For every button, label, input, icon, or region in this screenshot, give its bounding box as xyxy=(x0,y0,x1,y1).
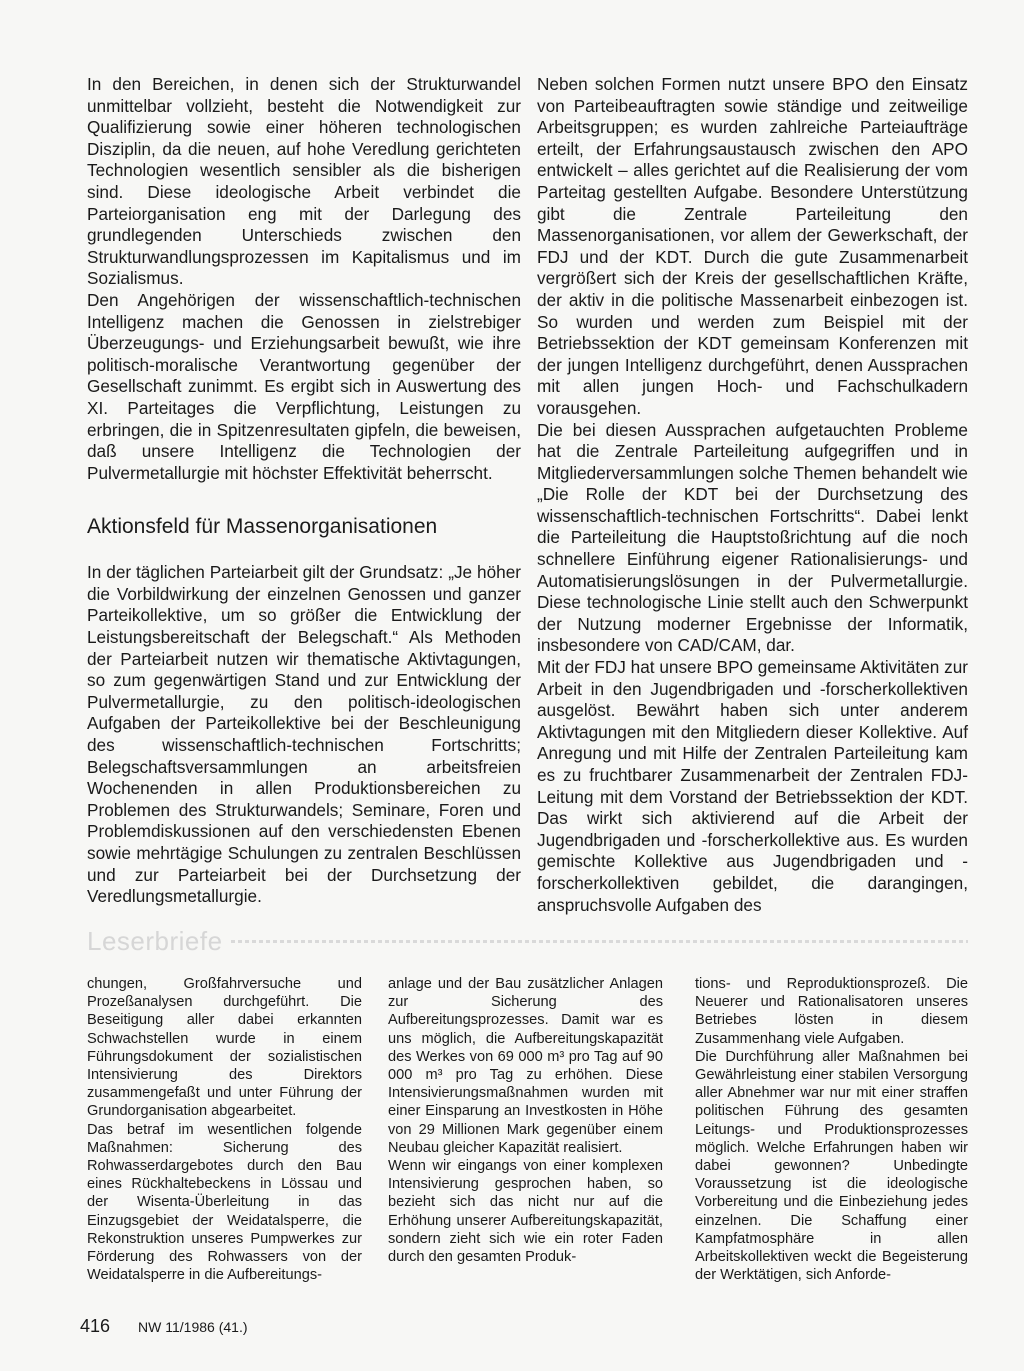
paragraph: Wenn wir eingangs von einer komplexen Intensivierung gesprochen haben, so bezieht sich das nicht nur auf die Erhöhung unserer Aufbereitungskapazität, sondern zieht sich wie ein roter Faden durch den gesamten Produk- xyxy=(388,1158,663,1266)
page-number: 416 xyxy=(80,1316,111,1336)
paragraph: Das betraf im wesentlichen folgende Maßnahmen: Sicherung des Rohwasserdargebotes durch den Bau eines Rückhaltebeckens in Lössau und der Wisenta-Überleitung in das Einzugsgebiet der Weidatalsperre, die Rekonstruktion unseres Pumpwerkes zur Förderung des Rohwassers von der Weidatalsperre in die Aufbereitungs- xyxy=(87,1121,362,1284)
paragraph: Die bei diesen Aussprachen aufgetauchten Probleme hat die Zentrale Parteileitung aufgegriffen und in Mitgliederversammlungen solche Themen behandelt wie „Die Rolle der KDT bei der Durchsetzung des wissenschaftlich-technischen Fortschritts“. Dabei lenkt die Parteileitung die Hauptstoßrichtung auf die noch schnellere Einführung eigener Rationalisierungs- und Automatisierungslösungen in der Pulvermetallurgie. Diese technologische Linie stellt auch den Schwerpunkt der Nutzung moderner Ergebnisse der Informatik, insbesondere von CAD/CAM, dar. xyxy=(537,419,968,656)
leserbriefe-label: Leserbriefe xyxy=(87,925,223,956)
letters-column-2 xyxy=(388,975,663,1266)
paragraph: tions- und Reproduktionsprozeß. Die Neuerer und Rationalisatoren unseres Betriebes lösten in diesem Zusammenhang viele Aufgaben. xyxy=(695,976,968,1047)
issue-reference: NW 11/1986 (41.) xyxy=(138,1319,248,1335)
paragraph: In der täglichen Parteiarbeit gilt der Grundsatz: „Je höher die Vorbildwirkung der einzelnen Genossen und ganzer Parteikollektive, um so größer die Entwicklung der Leistungsbereitschaft der Belegschaft.“ Als Methoden der Parteiarbeit nutzen wir thematische Aktivtagungen, so zum gegenwärtigen Stand und zur Entwicklung der Pulvermetallurgie, zu den politisch-ideologischen Aufgaben der Parteikollektive bei der Beschleunigung des wissenschaftlich-technischen Fortschritts; Belegschaftsversammlungen an arbeitsfreien Wochenenden in allen Produktionsbereichen zu Problemen des Strukturwandels; Seminare, Foren und Problemdiskussionen auf den verschiedensten Ebenen sowie mehrtägige Schulungen zu zentralen Beschlüssen und zur Parteiarbeit bei der Durchsetzung der Veredlungsmetallurgie. xyxy=(87,562,521,907)
paragraph: Den Angehörigen der wissenschaftlich-technischen Intelligenz machen die Genossen in zielstrebiger Überzeugungs- und Erziehungsarbeit bewußt, wie ihre politisch-moralische Verantwortung gegenüber der Gesellschaft zunimmt. Es ergibt sich in Auswertung des XI. Parteitages die Verpflichtung, Leistungen zu erbringen, die in Spitzenresultaten gipfeln, die beweisen, daß unsere Intelligenz die Technologien der Pulvermetallurgie mit höchster Effektivität beherrscht. xyxy=(87,289,521,483)
paragraph: Die Durchführung aller Maßnahmen bei Gewährleistung einer stabilen Versorgung aller Abnehmer war nur mit einer straffen politischen Führung des gesamten Leitungs- und Produktionsprozesses möglich. Welche Erfahrungen haben wir dabei gewonnen? Unbedingte Voraussetzung ist die ideologische Vorbereitung und die Einbeziehung jedes einzelnen. Die Schaffung einer Kampfatmosphäre in allen Arbeitskollektiven weckt die Begeisterung der Werktätigen, sich Anforde- xyxy=(695,1048,968,1284)
paragraph: In den Bereichen, in denen sich der Strukturwandel unmittelbar vollzieht, besteht die Notwendigkeit zur Qualifizierung sowie einer höheren technologischen Disziplin, da die neuen, auf hohe Veredlung gerichteten Technologien wesentlich sensibler als die bisherigen sind. Diese ideologische Arbeit verbindet die Parteiorganisation eng mit der Darlegung des grundlegenden Unterschieds zwischen den Strukturwandlungsprozessen im Kapitalismus und im Sozialismus. xyxy=(87,74,521,289)
article-column-left xyxy=(87,74,521,908)
article-column-right xyxy=(537,74,968,916)
leserbriefe-divider xyxy=(231,940,968,943)
letters-column-1 xyxy=(87,975,362,1284)
paragraph: anlage und der Bau zusätzlicher Anlagen zur Sicherung des Aufbereitungsprozesses. Damit war es uns möglich, die Aufbereitungskapazität des Werkes von 69 000 m³ pro Tag auf 90 000 m³ pro Tag zu erhöhen. Diese Intensivierungsmaßnahmen wurden mit einer Einsparung an Investkosten in Höhe von 29 Millionen Mark gegenüber einem Neubau gleicher Kapazität realisiert. xyxy=(388,976,663,1156)
letters-column-3 xyxy=(695,975,968,1284)
paragraph: Mit der FDJ hat unsere BPO gemeinsame Aktivitäten zur Arbeit in den Jugendbrigaden und -forscherkollektiven ausgelöst. Bewährt haben sich unter anderem Aktivtagungen mit den Mitgliedern dieser Kollektive. Auf Anregung und mit Hilfe der Zentralen Parteileitung kam es zu fruchtbarer Zusammenarbeit der Zentralen FDJ-Leitung mit dem Vorstand der Betriebssektion der KDT. Das wirkt sich aktivierend auf die Arbeit der Jugendbrigaden und -forscherkollektive aus. Es wurden gemischte Kollektive aus Jugendbrigaden und -forscherkollektiven gebildet, die darangingen, anspruchsvolle Aufgaben des xyxy=(537,657,968,915)
paragraph: chungen, Großfahrversuche und Prozeßanalysen durchgeführt. Die Beseitigung aller dabei erkannten Schwachstellen wurde in einem Führungsdokument der sozialistischen Intensivierung des Direktors zusammengefaßt und unter Führung der Grundorganisation abgearbeitet. xyxy=(87,976,362,1120)
paragraph: Neben solchen Formen nutzt unsere BPO den Einsatz von Parteibeauftragten sowie ständige und zeitweilige Arbeitsgruppen; es wurden zahlreiche Parteiaufträge erteilt, der Erfahrungsaustausch zwischen den APO entwickelt – alles gerichtet auf die Realisierung der vom Parteitag gestellten Aufgabe. Besondere Unterstützung gibt die Zentrale Parteileitung den Massenorganisationen, vor allem der Gewerkschaft, der FDJ und der KDT. Durch die gute Zusammenarbeit vergrößert sich der Kreis der gesellschaftlichen Kräfte, der aktiv in die politische Massenarbeit einbezogen ist. So wurden und werden zum Beispiel mit der Betriebssektion der KDT gemeinsam Konferenzen mit der jungen Intelligenz durchgeführt, denen Aussprachen mit allen jungen Hoch- und Fachschulkadern vorausgehen. xyxy=(537,74,968,418)
leserbriefe-section-bar xyxy=(87,926,968,956)
page-footer xyxy=(80,1316,248,1337)
section-heading: Aktionsfeld für Massenorganisationen xyxy=(87,515,438,539)
